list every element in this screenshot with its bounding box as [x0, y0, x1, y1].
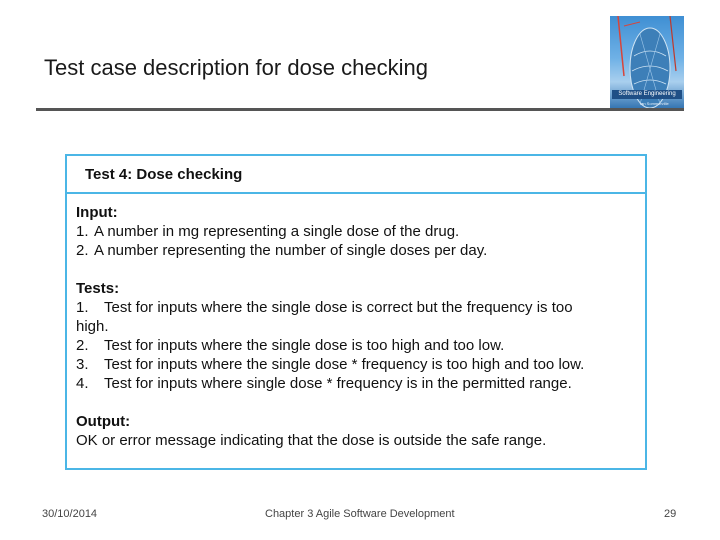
book-cover-image [610, 16, 684, 110]
input-item [76, 222, 635, 241]
test-item-number: 1. [76, 299, 89, 316]
test-case-header: Test 4: Dose checking [67, 156, 645, 194]
test-item [76, 374, 635, 393]
test-item-text: Test for inputs where the single dose is too high and too low. [104, 337, 505, 354]
footer-chapter: Chapter 3 Agile Software Development [265, 508, 455, 520]
slide-title: Test case description for dose checking [44, 55, 428, 80]
book-cover-title: Software Engineering [612, 90, 682, 99]
test-item-continuation: high. [76, 318, 109, 335]
input-item-number: 1. [76, 223, 89, 240]
output-label: Output: [76, 413, 131, 430]
test-item-number: 4. [76, 375, 89, 392]
tests-label: Tests: [76, 280, 120, 297]
test-item [76, 336, 635, 355]
test-item-text: Test for inputs where single dose * frequency is in the permitted range. [104, 375, 572, 392]
test-case-card [65, 154, 647, 470]
output-text: OK or error message indicating that the dose is outside the safe range. [76, 432, 547, 449]
test-item-number: 2. [76, 337, 89, 354]
title-divider [36, 108, 684, 111]
input-item-text: A number in mg representing a single dose of the drug. [94, 223, 460, 240]
footer-page-number: 29 [664, 508, 677, 520]
input-item-text: A number representing the number of single doses per day. [94, 242, 488, 259]
book-cover-author: Ian Sommerville [640, 101, 669, 106]
test-case-body [67, 194, 645, 450]
test-item-number: 3. [76, 356, 89, 373]
test-item-text: Test for inputs where the single dose is correct but the frequency is too [104, 299, 573, 316]
input-item [76, 241, 635, 260]
input-label: Input: [76, 204, 118, 221]
test-item [76, 355, 635, 374]
input-item-number: 2. [76, 242, 89, 259]
footer-date: 30/10/2014 [42, 508, 98, 520]
test-item-text: Test for inputs where the single dose * frequency is too high and too low. [104, 356, 585, 373]
test-item [76, 298, 635, 317]
